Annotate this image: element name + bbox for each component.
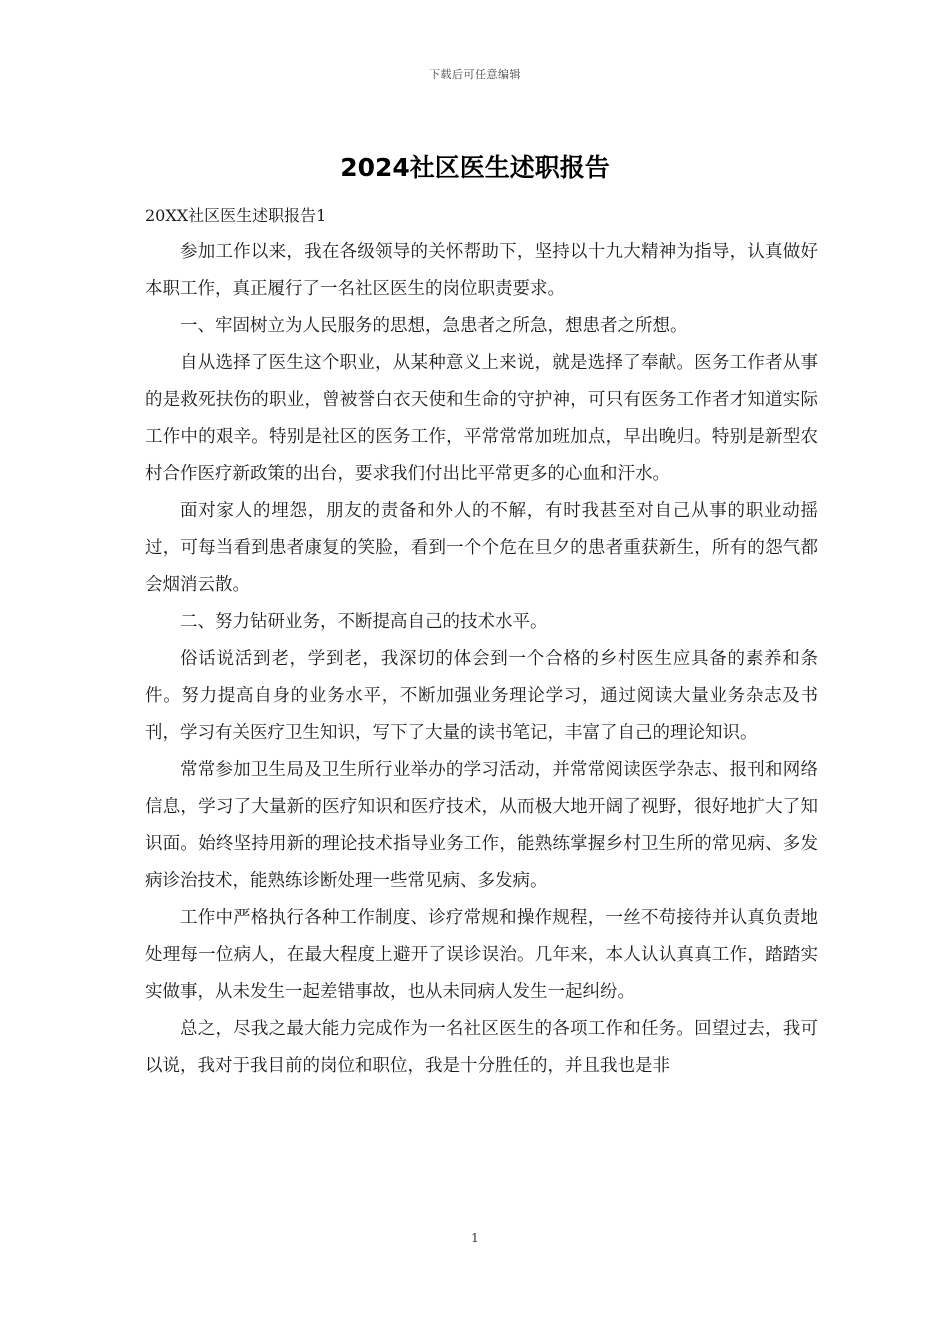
download-note-header: 下载后可任意编辑 (429, 68, 521, 81)
section-heading-1: 一、牢固树立为人民服务的思想，急患者之所急，想患者之所想。 (180, 316, 688, 336)
document-body (145, 197, 818, 1085)
paragraph-activities: 常常参加卫生局及卫生所行业举办的学习活动，并常常阅读医学杂志、报刊和网络信息，学习了大量新的医疗知识和医疗技术，从而极大地开阔了视野，很好地扩大了知识面。始终坚持用新的理论技术指导业务工作，能熟练掌握乡村卫生所的常见病、多发病诊治技术，能熟练诊断处理一些常见病、多发病。 (145, 760, 818, 891)
document-subtitle: 20XX社区医生述职报告1 (145, 206, 327, 225)
section-heading-2: 二、努力钻研业务，不断提高自己的技术水平。 (180, 612, 548, 632)
paragraph-intro: 参加工作以来，我在各级领导的关怀帮助下，坚持以十九大精神为指导，认真做好本职工作，真正履行了一名社区医生的岗位职责要求。 (145, 242, 818, 299)
document-title: 2024社区医生述职报告 (340, 153, 610, 182)
paragraph-learning: 俗话说活到老，学到老，我深切的体会到一个合格的乡村医生应具备的素养和条件。努力提高自身的业务水平，不断加强业务理论学习，通过阅读大量业务杂志及书刊，学习有关医疗卫生知识，写下了大量的读书笔记，丰富了自己的理论知识。 (145, 649, 818, 743)
paragraph-regulations: 工作中严格执行各种工作制度、诊疗常规和操作规程，一丝不苟接待并认真负责地处理每一位病人，在最大程度上避开了误诊误治。几年来，本人认认真真工作，踏踏实实做事，从未发生一起差错事故，也从未同病人发生一起纠纷。 (145, 908, 818, 1002)
paragraph-family: 面对家人的埋怨，朋友的责备和外人的不解，有时我甚至对自己从事的职业动摇过，可每当看到患者康复的笑脸，看到一个个危在旦夕的患者重获新生，所有的怨气都会烟消云散。 (145, 501, 818, 595)
paragraph-summary: 总之，尽我之最大能力完成作为一名社区医生的各项工作和任务。回望过去，我可以说，我对于我目前的岗位和职位，我是十分胜任的，并且我也是非 (145, 1019, 818, 1076)
paragraph-dedication: 自从选择了医生这个职业，从某种意义上来说，就是选择了奉献。医务工作者从事的是救死扶伤的职业，曾被誉白衣天使和生命的守护神，可只有医务工作者才知道实际工作中的艰辛。特别是社区的医务工作，平常常常加班加点，早出晚归。特别是新型农村合作医疗新政策的出台，要求我们付出比平常更多的心血和汗水。 (145, 353, 818, 484)
page-number: 1 (471, 1231, 479, 1245)
